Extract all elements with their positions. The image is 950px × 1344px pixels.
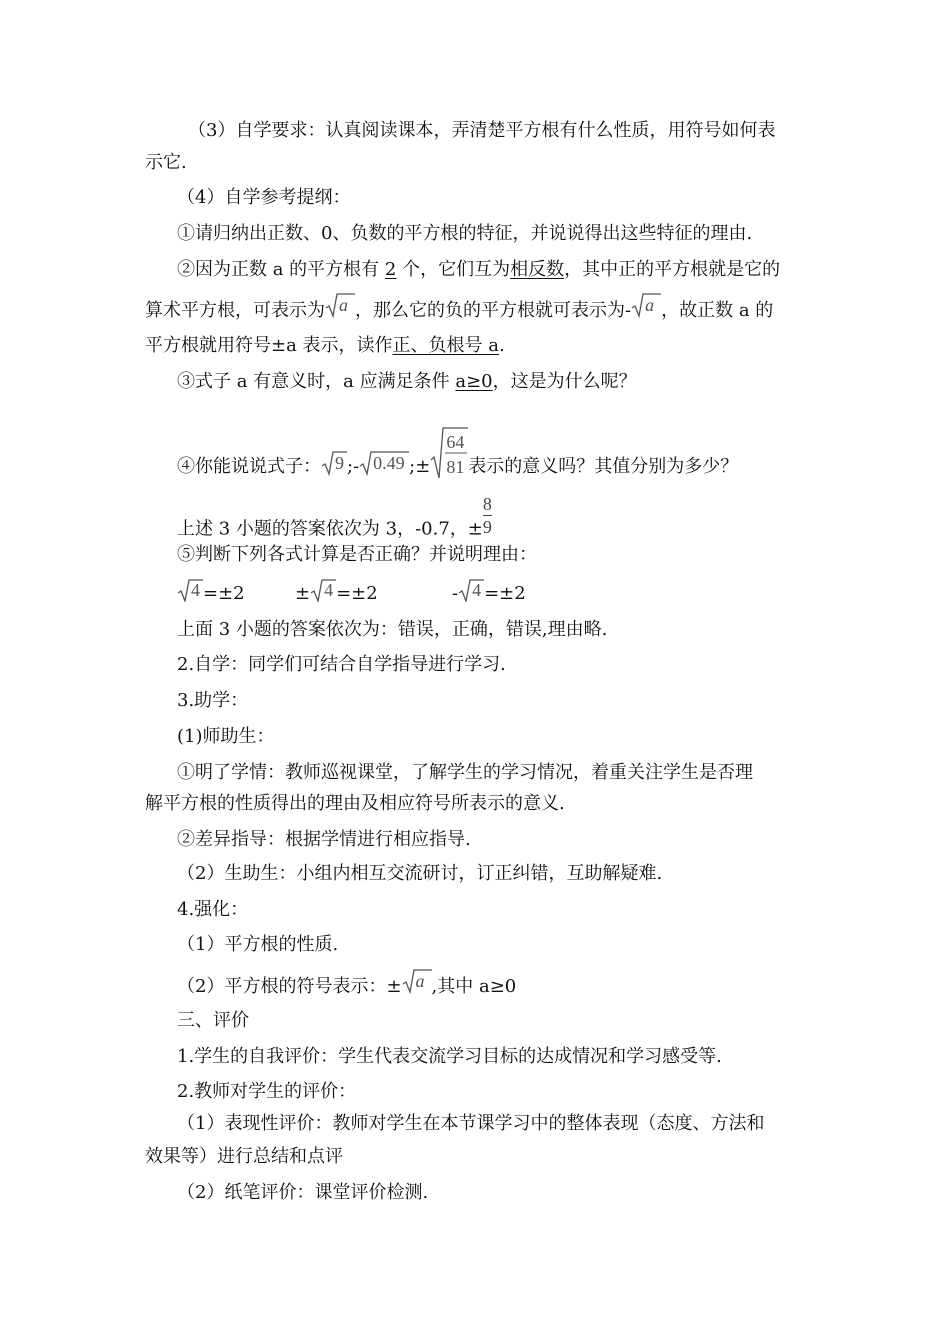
section-heading: 三、评价 — [177, 1010, 249, 1031]
radicand: a — [339, 295, 348, 315]
text-line — [177, 370, 637, 394]
text-segment: ②因为正数 a 的平方根有 — [177, 259, 385, 280]
radicand: 4 — [191, 580, 200, 600]
sqrt-a-symbol — [325, 292, 355, 318]
text-line — [177, 494, 492, 540]
text-segment: 个，它们互为 — [396, 259, 511, 280]
text-segment: ，其中正的平方根就是它的 — [564, 259, 781, 280]
text-line — [295, 582, 378, 606]
text-line — [452, 582, 526, 606]
fraction-bar — [483, 515, 492, 516]
text-line: 3.助学： — [177, 690, 249, 711]
sqrt-64-81-symbol — [430, 426, 468, 480]
text-segment: ± — [295, 583, 311, 604]
text-segment: . — [499, 335, 505, 356]
numerator: 64 — [446, 432, 465, 452]
text-segment: ④你能说说式子： — [177, 456, 321, 477]
fraction-8-9 — [483, 494, 492, 537]
text-line — [145, 334, 505, 358]
sqrt-9-symbol — [321, 450, 347, 476]
text-segment: ，这是为什么呢？ — [492, 371, 637, 392]
blank-answer: a≥0 — [455, 371, 493, 392]
text-line: 2.教师对学生的评价： — [177, 1081, 357, 1102]
text-line — [177, 971, 517, 998]
text-line: ①请归纳出正数、0、负数的平方根的特征，并说说得出这些特征的理由. — [177, 223, 753, 244]
text-line: ②差异指导：根据学情进行相应指导. — [177, 829, 471, 850]
text-line — [177, 432, 739, 477]
blank-answer: 相反数 — [510, 259, 565, 280]
text-segment: 算术平方根，可表示为 — [145, 300, 325, 321]
sqrt-a-symbol — [402, 968, 432, 994]
text-segment: =±2 — [484, 583, 526, 604]
text-segment: 平方根就用符号±a 表示，读作 — [145, 335, 393, 356]
text-line — [177, 582, 245, 606]
text-segment: ，故正数 a 的 — [661, 300, 774, 321]
text-line: （2）生助生：小组内相互交流研讨，订正纠错，互助解疑难. — [177, 863, 663, 884]
text-line: ①明了学情：教师巡视课堂，了解学生的学习情况，着重关注学生是否理 — [177, 762, 753, 783]
denominator: 9 — [482, 517, 492, 537]
sqrt-4-symbol — [458, 578, 484, 602]
sqrt-049-symbol — [359, 450, 409, 476]
radicand: 4 — [324, 580, 334, 600]
radicand: 4 — [472, 580, 482, 600]
text-line: (1)师助生： — [177, 726, 275, 747]
text-line: （1）表现性评价：教师对学生在本节课学习中的整体表现（态度、方法和 — [177, 1113, 765, 1134]
text-segment: ③式子 a 有意义时，a 应满足条件 — [177, 371, 456, 392]
text-segment: 上述 3 小题的答案依次为 3，-0.7，± — [177, 518, 483, 540]
sqrt-a-symbol — [631, 292, 661, 318]
text-segment: 表示的意义吗？其值分别为多少？ — [468, 456, 739, 477]
radicand: a — [415, 971, 425, 991]
numerator: 8 — [482, 494, 492, 514]
text-line: （3）自学要求：认真阅读课本，弄清楚平方根有什么性质，用符号如何表 — [188, 120, 776, 141]
text-line: 示它. — [145, 152, 187, 173]
text-segment: ，那么它的负的平方根就可表示为- — [355, 300, 632, 321]
text-segment: ,其中 a≥0 — [431, 976, 517, 997]
text-line: 解平方根的性质得出的理由及相应符号所表示的意义. — [145, 793, 565, 814]
text-segment: ;± — [409, 456, 431, 477]
text-line: ⑤判断下列各式计算是否正确？并说明理由： — [177, 544, 537, 565]
text-line: 效果等）进行总结和点评 — [145, 1146, 343, 1167]
denominator: 81 — [446, 457, 465, 477]
radicand: 0.49 — [373, 453, 405, 473]
text-line: 4.强化： — [177, 899, 249, 920]
text-line: （2）纸笔评价：课堂评价检测. — [177, 1182, 429, 1203]
text-line: 2.自学：同学们可结合自学指导进行学习. — [177, 654, 506, 675]
text-segment: ;- — [347, 456, 360, 477]
text-line — [145, 295, 774, 322]
sqrt-4-symbol — [310, 578, 336, 602]
text-segment: =±2 — [203, 583, 245, 604]
text-segment: =±2 — [336, 583, 378, 604]
blank-answer: 正、负根号 a — [392, 335, 499, 356]
text-line: 1.学生的自我评价：学生代表交流学习目标的达成情况和学习感受等. — [177, 1046, 722, 1067]
radicand: a — [645, 295, 655, 315]
text-line — [177, 258, 780, 282]
text-line: （4）自学参考提纲： — [177, 187, 351, 208]
text-line: （1）平方根的性质. — [177, 934, 339, 955]
text-segment: - — [452, 583, 459, 604]
blank-answer: 2 — [384, 259, 397, 280]
text-line: 上面 3 小题的答案依次为：错误，正确，错误,理由略. — [177, 619, 608, 640]
radicand: 9 — [335, 453, 344, 473]
sqrt-4-symbol — [177, 578, 203, 602]
text-segment: （2）平方根的符号表示：± — [177, 976, 402, 997]
